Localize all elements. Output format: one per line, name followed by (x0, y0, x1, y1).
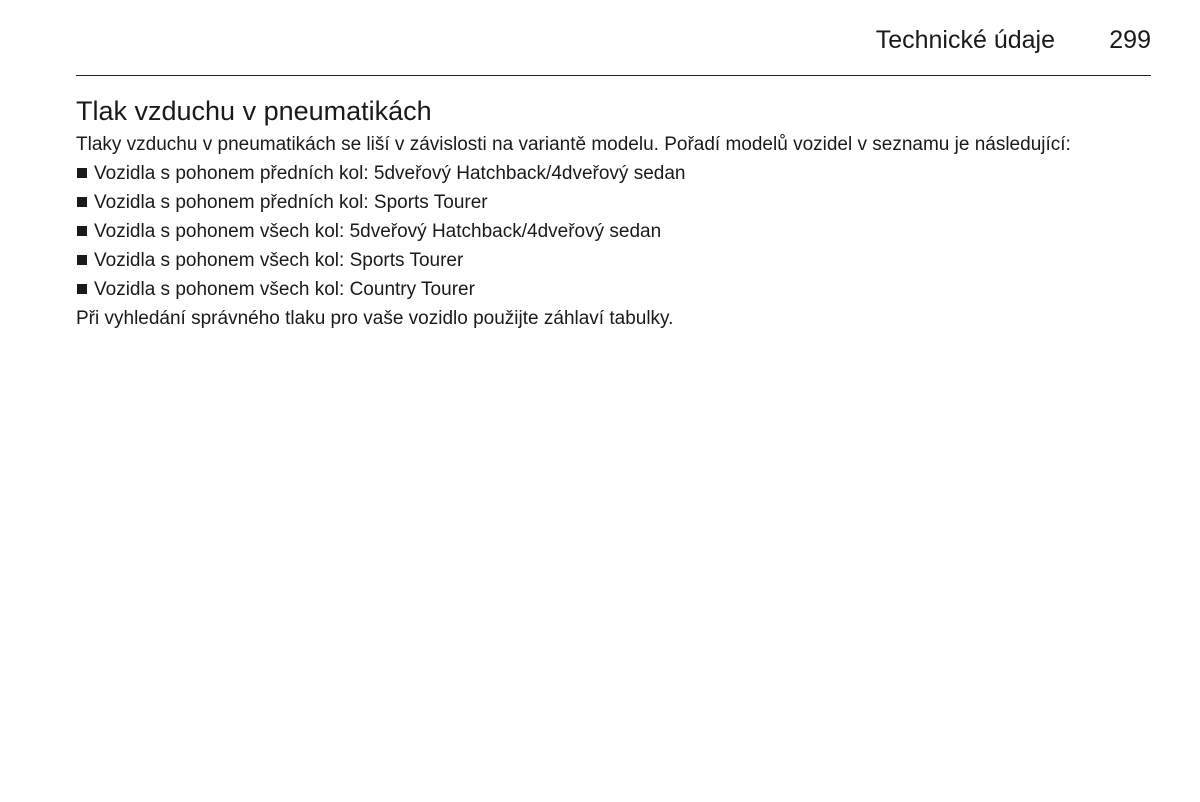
square-bullet-icon (77, 168, 87, 178)
header-divider (76, 75, 1151, 76)
list-item (76, 246, 1156, 275)
square-bullet-icon (77, 197, 87, 207)
section-heading: Tlak vzduchu v pneumatikách (76, 96, 432, 126)
model-order-list (76, 159, 1156, 304)
list-item-text: Vozidla s pohonem všech kol: Country Tourer (94, 279, 475, 300)
list-item-text: Vozidla s pohonem předních kol: 5dveřový Hatchback/4dveřový sedan (94, 163, 686, 184)
header-section-title: Technické údaje (875, 26, 1055, 54)
list-item (76, 217, 1156, 246)
list-item (76, 159, 1156, 188)
page-number: 299 (1109, 26, 1151, 54)
list-item (76, 188, 1156, 217)
page-header (76, 22, 1151, 58)
square-bullet-icon (77, 226, 87, 236)
intro-paragraph: Tlaky vzduchu v pneumatikách se liší v závislosti na variantě modelu. Pořadí modelů vozidel v seznamu je následující: (76, 134, 1071, 155)
list-item-text: Vozidla s pohonem předních kol: Sports Tourer (94, 192, 488, 213)
page-content (76, 94, 1156, 333)
closing-paragraph: Při vyhledání správného tlaku pro vaše vozidlo použijte záhlaví tabulky. (76, 308, 674, 329)
list-item (76, 275, 1156, 304)
list-item-text: Vozidla s pohonem všech kol: 5dveřový Hatchback/4dveřový sedan (94, 221, 662, 242)
list-item-text: Vozidla s pohonem všech kol: Sports Tourer (94, 250, 464, 271)
square-bullet-icon (77, 255, 87, 265)
square-bullet-icon (77, 284, 87, 294)
